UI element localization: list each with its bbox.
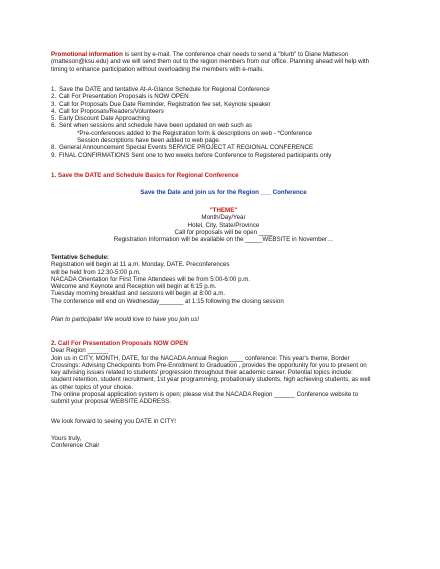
look-forward-block [51,418,396,425]
list-item [51,101,396,108]
schedule-line: Welcome and Keynote and Reception will begin at 6:15 p.m. [51,283,217,291]
list-number: 2. [51,93,57,101]
list-item [51,144,396,151]
event-date: Month/Day/Year [201,214,246,222]
email-steps-list [51,86,396,159]
body-line: Crossings: Advising Checkpoints from Pre-Enrollment to Graduation , provides the opportunity for you to present on [51,361,367,369]
section-1-heading: 1. Save the DATE and Schedule Basics for Regional Conference [51,172,239,179]
look-forward-text: We look forward to seeing you DATE in CITY! [51,418,176,425]
list-number: 1. [51,86,57,93]
promo-line-2: (matteson@ksu.edu) and we will send them out to the region members from our office. Planning ahead will help with [51,58,370,66]
list-item [51,108,396,115]
list-number: 3. [51,100,57,108]
list-text: Call For Presentation Proposals is NOW OPEN [59,93,189,101]
schedule-line: The conference will end on Wednesday_______ at 1:15 following the closing session [51,297,284,305]
closing-yours-truly: Yours truly, [51,435,82,442]
list-text: Call for Proposals/Readers/Volunteers [59,107,164,115]
salutation: Dear Region ______: [51,347,110,355]
section-2-heading: 2. Call For Presentation Proposals NOW OPEN [51,340,188,347]
list-item [51,93,396,100]
list-text: FINAL CONFIRMATIONS Sent one to two weeks before Conference to Registered participants only [59,151,332,159]
event-location: Hotel, City, State/Province [187,221,260,229]
list-text: Sent when sessions and schedule have been updated on web such as [59,122,252,130]
closing-block [51,435,396,450]
list-number: 9. [51,151,57,159]
body-line: Join us in CITY, MONTH, DATE, for the NACADA Annual Region ____ conference: This year's theme, Border [51,354,350,362]
step6-sub-2: Session descriptions have been added to web page. [77,137,221,145]
list-number: 8. [51,144,57,152]
save-the-date-banner: Save the Date and join us for the Region ___ Conference [140,189,307,196]
list-item [51,115,396,122]
list-item [51,152,396,159]
body-line: as other topics of your choice. [51,383,134,391]
list-item [51,122,396,129]
promo-label: Promotional information [51,51,123,58]
schedule-line: Registration will begin at 11 a.m. Monday, DATE. Preconferences [51,261,230,269]
event-details [51,207,396,243]
schedule-line: NACADA Orientation for First Time Attendees will be from 5:00-6:00 p.m. [51,275,251,283]
promo-paragraph [51,51,396,73]
list-text: Early Discount Date Approaching [59,115,150,123]
schedule-line: will be held from 12:30-5:00 p.m. [51,268,141,276]
plan-to-participate-block [51,316,396,323]
list-item [51,86,396,93]
schedule-line: Tuesday morning breakfast and sessions will begin at 8:00 a.m. [51,290,226,298]
promo-line-1: is sent by e-mail. The conference chair needs to send a "blurb" to Diane Matteson [122,51,349,58]
save-the-date-banner-block [51,189,396,196]
step6-sub-1: *Pre-conferences added to the Registration form & descriptions on web - *Conference [77,129,312,137]
plan-to-participate: Plan to participate! We would love to have you join us! [51,316,200,323]
list-number: 5. [51,115,57,123]
body-line: submit your proposal WEBSITE ADDRESS. [51,398,172,406]
list-number: 4. [51,107,57,115]
body-line: key advising issues related to students' progression throughout their academic career. Potential topics include: [51,369,353,377]
call-open-text: Call for proposals will be open ____ [174,228,273,236]
theme-text: "THEME" [209,207,238,214]
promo-line-3: timing to enhance participation without overloading the members with e-mails. [51,65,264,73]
tentative-schedule [51,254,396,305]
list-text: General Announcement Special Events SERVICE PROJECT AT REGIONAL CONFERENCE [59,144,314,152]
body-line: The online proposal application system is open; please visit the NACADA Region ______ Conference website to [51,391,359,399]
registration-info: Registration Information will be available on the _____WEBSITE in November… [113,236,334,244]
list-text: Save the DATE and tentative At-A-Glance Schedule for Regional Conference [59,86,270,93]
schedule-heading: Tentative Schedule: [51,254,109,261]
section-1 [51,172,396,179]
section-2 [51,340,396,406]
body-line: student retention, student recruitment, 1st year programming, probationary students, high achieving students, as well [51,376,371,384]
closing-signature: Conference Chair [51,442,100,450]
list-text: Call for Proposals Due Date Reminder, Registration fee set, Keynote speaker [59,100,271,108]
list-number: 6. [51,122,57,130]
